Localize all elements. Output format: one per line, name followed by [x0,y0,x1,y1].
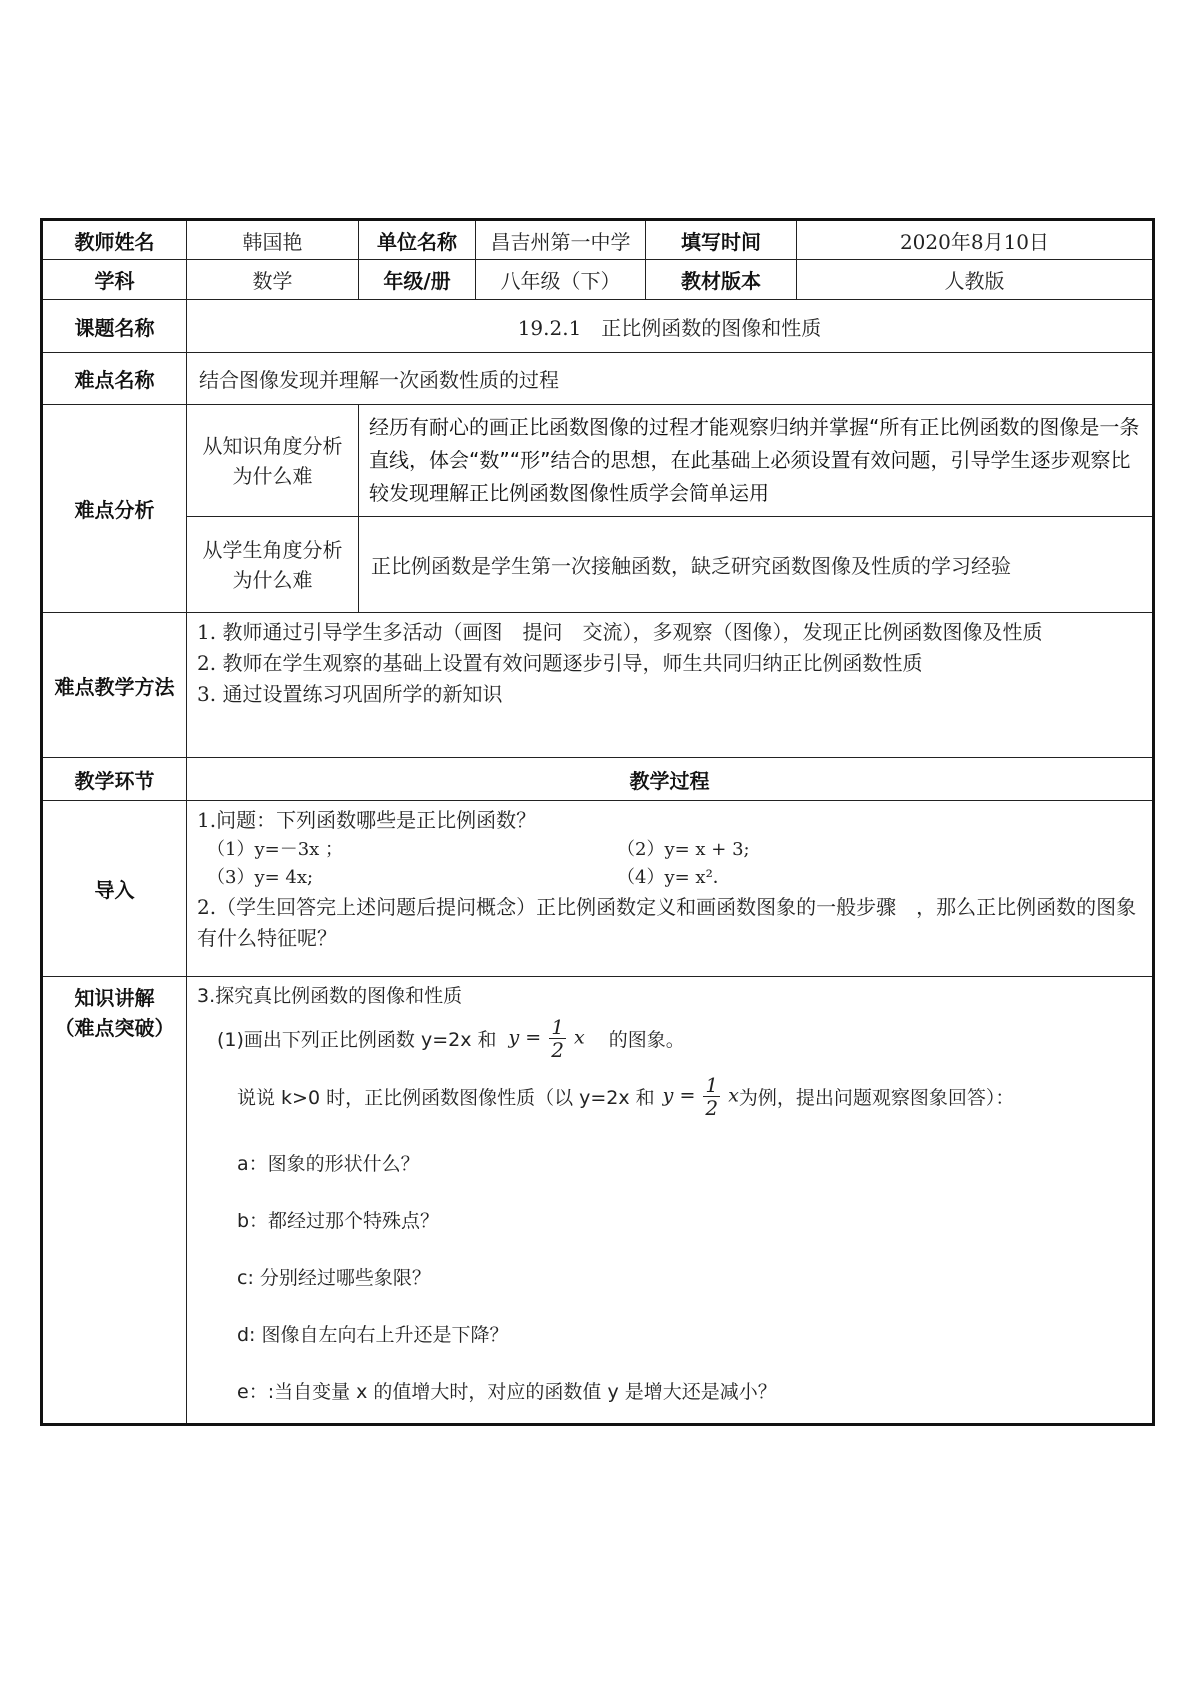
knowledge-label-line-2: （难点突破） [54,1016,175,1040]
fraction-denominator: 2 [551,1037,564,1062]
student-angle-line-2: 为什么难 [232,567,313,592]
lesson-plan-sheet [40,218,1152,1426]
unit-label: 单位名称 [359,220,476,260]
knowledge-task-pre: (1)画出下列正比例函数 y=2x 和 [217,1028,497,1051]
fraction-numerator: 1 [705,1072,719,1097]
teacher-label: 教师姓名 [42,220,187,260]
knowledge-angle-value: 经历有耐心的画正比函数图像的过程才能观察归纳并掌握“所有正比例函数的图像是一条直线，体会“数”“形”结合的思想，在此基础上必须设置有效问题，引导学生逐步观察比较发现理解正比例函数图像性质学会简单运用 [359,405,1154,517]
formula-var-x: x [574,1026,585,1048]
intro-option-4: （4）y= x²． [617,867,731,888]
analysis-row-knowledge [42,405,1154,517]
difficulty-label: 难点名称 [42,353,187,405]
intro-option-1: （1）y=－3x ； [207,839,344,860]
knowledge-angle-line-1: 从知识角度分析 [202,433,343,458]
knowledge-title: 3.探究真比例函数的图像和性质 [197,985,463,1007]
knowledge-question-d: d: 图像自左向右上升还是下降？ [237,1324,509,1346]
method-item: 2. 教师在学生观察的基础上设置有效问题逐步引导，师生共同归纳正比例函数性质 [197,651,923,675]
formula-eq: = [679,1084,696,1106]
knowledge-row [42,977,1154,1425]
topic-row [42,300,1154,353]
process-header-row [42,758,1154,801]
knowledge-task [217,1015,1142,1061]
intro-question: 1.问题：下列函数哪些是正比例函数？ [197,808,537,832]
header-row-2 [42,260,1154,300]
method-list [187,613,1154,758]
unit-value: 昌吉州第一中学 [476,220,646,260]
formula-half-x [509,1016,585,1061]
knowledge-content [187,977,1154,1425]
knowledge-label [42,977,187,1425]
grade-value: 八年级（下） [476,260,646,300]
knowledge-angle-line-2: 为什么难 [232,463,313,488]
difficulty-row [42,353,1154,405]
subject-label: 学科 [42,260,187,300]
intro-label: 导入 [42,801,187,977]
formula-fraction [703,1074,720,1119]
process-label: 教学过程 [187,758,1154,801]
intro-option-3: （3）y= 4x; [207,867,314,888]
topic-value: 19.2.1 正比例函数的图像和性质 [187,300,1154,353]
knowledge-say-post: 为例，提出问题观察图象回答）： [738,1086,1015,1109]
intro-option-2: （2）y= x + 3; [617,839,750,860]
teacher-value: 韩国艳 [187,220,359,260]
method-item: 1. 教师通过引导学生多活动（画图 提问 交流），多观察（图像），发现正比例函数图像及性质 [197,620,1043,644]
knowledge-question-a: a：图象的形状什么？ [237,1153,420,1175]
formula-var-y: y [508,1026,520,1048]
method-row [42,613,1154,758]
topic-label: 课题名称 [42,300,187,353]
formula-var-x: x [728,1084,739,1106]
difficulty-value: 结合图像发现并理解一次函数性质的过程 [187,353,1154,405]
formula-eq: = [525,1026,542,1048]
intro-options-row-2 [197,864,1142,892]
knowledge-say-pre: 说说 k>0 时，正比例函数图像性质（以 y=2x 和 [237,1086,655,1109]
edition-value: 人教版 [797,260,1154,300]
method-item: 3. 通过设置练习巩固所学的新知识 [197,682,503,706]
analysis-row-student [42,517,1154,613]
intro-followup: 2.（学生回答完上述问题后提问概念）正比例函数定义和画函数图象的一般步骤 ，那么正比例函数的图象有什么特征呢？ [197,895,1137,950]
knowledge-question-c: c: 分别经过哪些象限？ [237,1267,431,1289]
intro-options-row-1 [197,836,1142,864]
intro-content [187,801,1154,977]
knowledge-question-b: b：都经过那个特殊点？ [237,1210,440,1232]
process-stage-label: 教学环节 [42,758,187,801]
fraction-denominator: 2 [705,1095,719,1120]
time-value: 2020年8月10日 [797,220,1154,260]
grade-label: 年级/册 [359,260,476,300]
knowledge-say [237,1073,1142,1119]
fraction-numerator: 1 [551,1014,564,1039]
student-angle-line-1: 从学生角度分析 [202,537,343,562]
intro-row [42,801,1154,977]
edition-label: 教材版本 [646,260,797,300]
formula-var-y: y [662,1084,674,1106]
knowledge-question-e: e：:当自变量 x 的值增大时，对应的函数值 y 是增大还是减小？ [237,1381,777,1403]
time-label: 填写时间 [646,220,797,260]
method-label: 难点教学方法 [42,613,187,758]
lesson-plan-table [40,218,1155,1426]
knowledge-task-post: 的图象。 [608,1028,685,1051]
formula-half-x-2 [663,1074,739,1119]
analysis-label: 难点分析 [42,405,187,613]
header-row-1 [42,220,1154,260]
knowledge-label-line-1: 知识讲解 [74,986,155,1010]
student-angle-label [187,517,359,613]
knowledge-angle-label [187,405,359,517]
subject-value: 数学 [187,260,359,300]
formula-fraction [549,1016,566,1061]
student-angle-value: 正比例函数是学生第一次接触函数，缺乏研究函数图像及性质的学习经验 [359,517,1154,613]
